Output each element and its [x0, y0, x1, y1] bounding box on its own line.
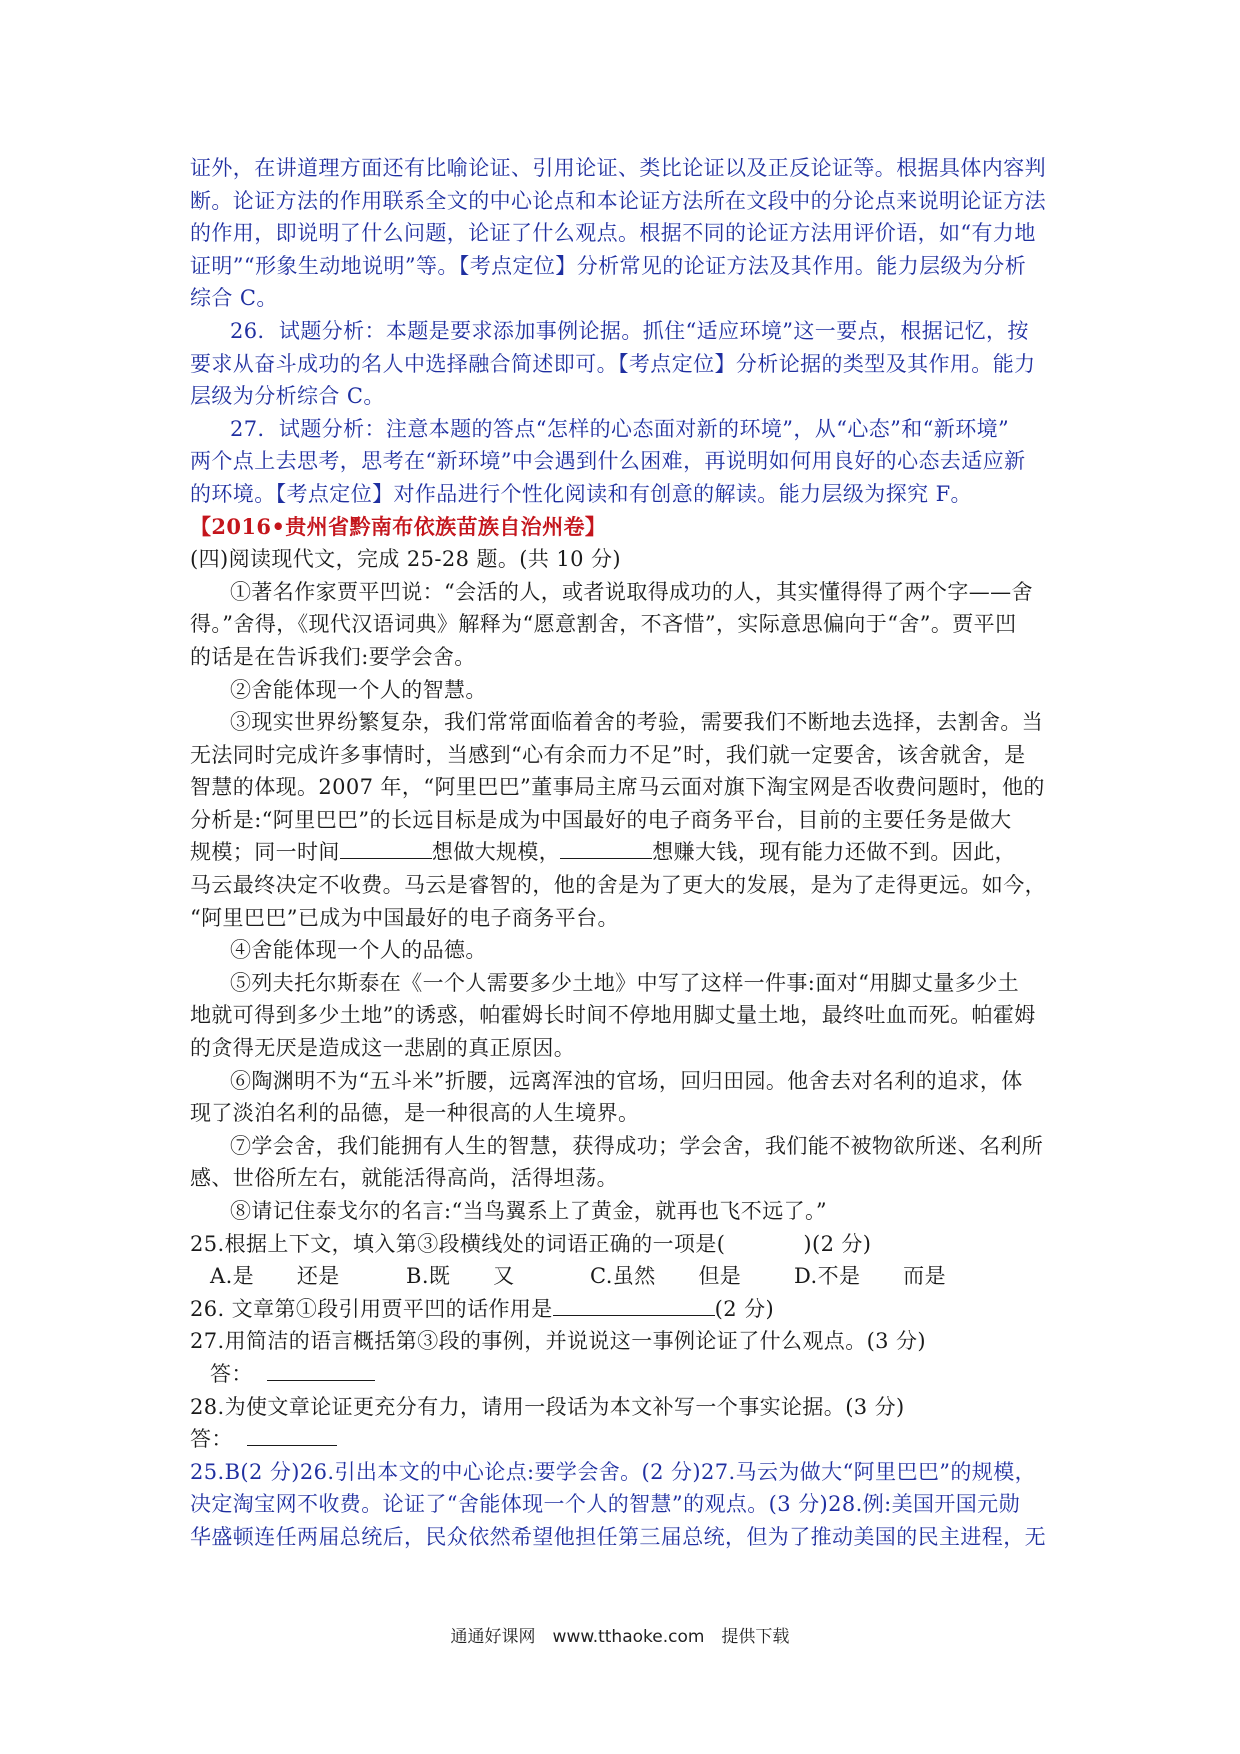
answer-label: 答： — [190, 1427, 233, 1452]
text-line: 的作用，即说明了什么问题，论证了什么观点。根据不同的论证方法用评价语，如“有力地 — [190, 221, 1036, 246]
passage-paragraph-3 — [190, 706, 1060, 934]
text-line: 马云最终决定不收费。马云是睿智的，他的舍是为了更大的发展，是为了走得更远。如今， — [190, 873, 1046, 898]
fill-blank-2[interactable] — [560, 836, 652, 859]
passage-paragraph-5 — [190, 967, 1060, 1065]
answer-blank[interactable] — [267, 1358, 375, 1381]
question-27-answer — [190, 1358, 1060, 1391]
q26-analysis — [190, 315, 1060, 413]
part-header: (四)阅读现代文，完成 25-28 题。(共 10 分) — [190, 547, 621, 572]
option-c: C.虽然 但是 — [590, 1264, 742, 1289]
answer-blank[interactable] — [553, 1293, 715, 1316]
document-page — [190, 152, 1060, 1554]
text-line: 断。论证方法的作用联系全文的中心论点和本论证方法所在文段中的分论点来说明论证方法 — [190, 188, 1046, 213]
text-line: 的贪得无厌是造成这一悲剧的真正原因。 — [190, 1036, 576, 1061]
fill-blank-1[interactable] — [340, 836, 432, 859]
text-line: ⑤列夫托尔斯泰在《一个人需要多少土地》中写了这样一件事:面对“用脚丈量多少土 — [230, 970, 1020, 995]
question-text: 25.根据上下文，填入第③段横线处的词语正确的一项是( — [190, 1231, 726, 1256]
text-segment: 想赚大钱，现有能力还做不到。因此， — [652, 840, 1017, 865]
text-line: ⑦学会舍，我们能拥有人生的智慧，获得成功；学会舍，我们能不被物欲所迷、名利所 — [230, 1133, 1044, 1158]
text-line: 决定淘宝网不收费。论证了“舍能体现一个人的智慧”的观点。(3 分)28.例:美国开国元勋 — [190, 1492, 1020, 1517]
question-25-options — [190, 1260, 1060, 1293]
text-line: ③现实世界纷繁复杂，我们常常面临着舍的考验，需要我们不断地去选择，去割舍。当 — [230, 710, 1044, 735]
question-25 — [190, 1228, 1060, 1261]
passage-paragraph-1 — [190, 576, 1060, 674]
page-footer: 通通好课网 www.tthaoke.com 提供下载 — [450, 1627, 790, 1647]
passage-paragraph-8: ⑧请记住泰戈尔的名言:“当鸟翼系上了黄金，就再也飞不远了。” — [230, 1199, 828, 1223]
prev-analysis-block — [190, 152, 1060, 315]
text-line: 无法同时完成许多事情时，当感到“心有余而力不足”时，我们就一定要舍，该舍就舍，是 — [190, 742, 1026, 767]
text-line: 现了淡泊名利的品德，是一种很高的人生境界。 — [190, 1101, 640, 1126]
question-text: 26. 文章第①段引用贾平凹的话作用是 — [190, 1296, 553, 1321]
text-line-with-blanks — [190, 836, 1060, 869]
text-line: 证外，在讲道理方面还有比喻论证、引用论证、类比论证以及正反论证等。根据具体内容判 — [190, 156, 1046, 180]
option-a: A.是 还是 — [210, 1264, 340, 1289]
question-28: 28.为使文章论证更充分有力，请用一段话为本文补写一个事实论据。(3 分) — [190, 1394, 905, 1419]
answer-label: 答： — [210, 1361, 253, 1386]
text-line: 华盛顿连任两届总统后，民众依然希望他担任第三届总统，但为了推动美国的民主进程，无 — [190, 1524, 1046, 1549]
text-segment: 规模；同一时间 — [190, 840, 340, 865]
text-line: “阿里巴巴”已成为中国最好的电子商务平台。 — [190, 905, 619, 930]
section-title: 【2016•贵州省黔南布依族苗族自治州卷】 — [190, 513, 607, 539]
text-line: 综合 C。 — [190, 286, 278, 311]
option-d: D.不是 而是 — [794, 1264, 946, 1289]
text-line: 的环境。【考点定位】对作品进行个性化阅读和有创意的解读。能力层级为探究 F。 — [190, 481, 972, 506]
q27-analysis — [190, 413, 1060, 511]
passage-paragraph-7 — [190, 1130, 1060, 1195]
text-segment: 想做大规模， — [431, 840, 561, 865]
text-line: 层级为分析综合 C。 — [190, 384, 385, 409]
text-line: 两个点上去思考，思考在“新环境”中会遇到什么困难，再说明如何用良好的心态去适应新 — [190, 449, 1026, 474]
question-text: )(2 分) — [803, 1231, 872, 1256]
text-line: 分析是:“阿里巴巴”的长远目标是成为中国最好的电子商务平台，目前的主要任务是做大 — [190, 807, 1012, 832]
answer-key — [190, 1456, 1060, 1554]
text-line: 智慧的体现。2007 年，“阿里巴巴”董事局主席马云面对旗下淘宝网是否收费问题时，他的 — [190, 775, 1045, 800]
passage-paragraph-6 — [190, 1065, 1060, 1130]
text-line: 26．试题分析：本题是要求添加事例论据。抓住“适应环境”这一要点，根据记忆，按 — [230, 318, 1029, 343]
passage-paragraph-4: ④舍能体现一个人的品德。 — [230, 938, 487, 963]
text-line: 25.B(2 分)26.引出本文的中心论点:要学会舍。(2 分)27.马云为做大“阿里巴巴”的规模， — [190, 1459, 1037, 1484]
option-b: B.既 又 — [406, 1264, 515, 1289]
answer-blank[interactable] — [247, 1423, 337, 1446]
passage-paragraph-2: ②舍能体现一个人的智慧。 — [230, 677, 487, 702]
text-line: 要求从奋斗成功的名人中选择融合简述即可。【考点定位】分析论据的类型及其作用。能力 — [190, 351, 1036, 376]
text-line: ⑥陶渊明不为“五斗米”折腰，远离浑浊的官场，回归田园。他舍去对名利的追求，体 — [230, 1068, 1023, 1093]
question-27: 27.用简洁的语言概括第③段的事例，并说说这一事例论证了什么观点。(3 分) — [190, 1329, 927, 1354]
text-line: 证明”“形象生动地说明”等。【考点定位】分析常见的论证方法及其作用。能力层级为分析 — [190, 253, 1027, 278]
question-28-answer — [190, 1423, 1060, 1456]
text-line: 的话是在告诉我们:要学会舍。 — [190, 644, 476, 669]
question-text: (2 分) — [714, 1296, 775, 1321]
text-line: ①著名作家贾平凹说：“会活的人，或者说取得成功的人，其实懂得得了两个字——舍 — [230, 579, 1033, 604]
question-26 — [190, 1293, 1060, 1326]
text-line: 感、世俗所左右，就能活得高尚，活得坦荡。 — [190, 1166, 618, 1191]
text-line: 得。”舍得，《现代汉语词典》解释为“愿意割舍，不吝惜”，实际意思偏向于“舍”。贾平凹 — [190, 612, 1017, 637]
text-line: 地就可得到多少土地”的诱惑，帕霍姆长时间不停地用脚丈量土地，最终吐血而死。帕霍姆 — [190, 1003, 1036, 1028]
text-line: 27．试题分析：注意本题的答点“怎样的心态面对新的环境”，从“心态”和“新环境” — [230, 416, 1010, 441]
